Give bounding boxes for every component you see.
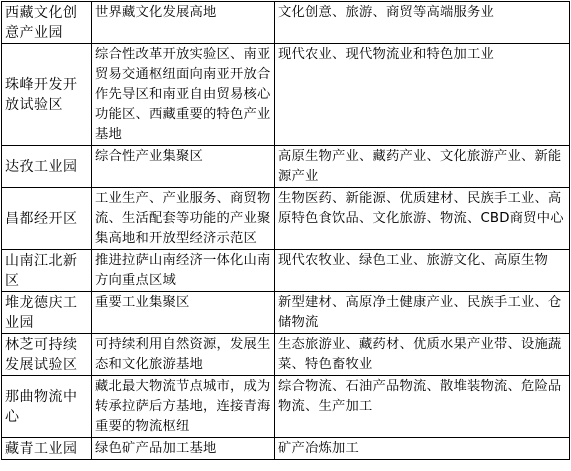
table-row: [2, 188, 570, 250]
table-row: [2, 292, 570, 334]
industries-cell: 生态旅游业、藏药材、优质水果产业带、设施蔬菜、特色畜牧业: [275, 334, 570, 376]
industries-cell: 矿产冶炼加工: [275, 438, 570, 460]
industries-cell: 高原生物产业、藏药产业、文化旅游产业、新能源产业: [275, 146, 570, 188]
industries-cell: 文化创意、旅游、商贸等高端服务业: [275, 2, 570, 44]
industries-cell: 生物医药、新能源、优质建材、民族手工业、高原特色食饮品、文化旅游、物流、CBD商贸中心: [275, 188, 570, 250]
park-name-cell: 林芝可持续发展试验区: [2, 334, 92, 376]
industries-cell: 新型建材、高原净土健康产业、民族手工业、仓储物流: [275, 292, 570, 334]
table-row: [2, 44, 570, 146]
table-row: [2, 438, 570, 460]
industries-cell: 现代农业、现代物流业和特色加工业: [275, 44, 570, 146]
park-name-cell: 珠峰开发开放试验区: [2, 44, 92, 146]
industries-cell: 综合物流、石油产品物流、散堆装物流、危险品物流、生产加工: [275, 376, 570, 438]
table-row: [2, 2, 570, 44]
positioning-cell: 综合性改革开放实验区、南亚贸易交通枢纽面向南亚开放合作先导区和南亚自由贸易核心功能区、西藏重要的特色产业基地: [92, 44, 275, 146]
industries-cell: 现代农牧业、绿色工业、旅游文化、高原生物: [275, 250, 570, 292]
table-row: [2, 250, 570, 292]
positioning-cell: 世界藏文化发展高地: [92, 2, 275, 44]
table-row: [2, 146, 570, 188]
park-name-cell: 藏青工业园: [2, 438, 92, 460]
park-name-cell: 达孜工业园: [2, 146, 92, 188]
positioning-cell: 综合性产业集聚区: [92, 146, 275, 188]
park-name-cell: 堆龙德庆工业园: [2, 292, 92, 334]
park-name-cell: 昌都经开区: [2, 188, 92, 250]
industrial-parks-table: [1, 1, 570, 460]
park-name-cell: 西藏文化创意产业园: [2, 2, 92, 44]
park-name-cell: 那曲物流中心: [2, 376, 92, 438]
positioning-cell: 绿色矿产品加工基地: [92, 438, 275, 460]
positioning-cell: 推进拉萨山南经济一体化山南方向重点区域: [92, 250, 275, 292]
table-row: [2, 376, 570, 438]
positioning-cell: 可持续利用自然资源，发展生态和文化旅游基地: [92, 334, 275, 376]
table-row: [2, 334, 570, 376]
positioning-cell: 重要工业集聚区: [92, 292, 275, 334]
park-name-cell: 山南江北新区: [2, 250, 92, 292]
positioning-cell: 工业生产、产业服务、商贸物流、生活配套等功能的产业聚集高地和开放型经济示范区: [92, 188, 275, 250]
positioning-cell: 藏北最大物流节点城市，成为转承拉萨后方基地，连接青海重要的物流枢纽: [92, 376, 275, 438]
